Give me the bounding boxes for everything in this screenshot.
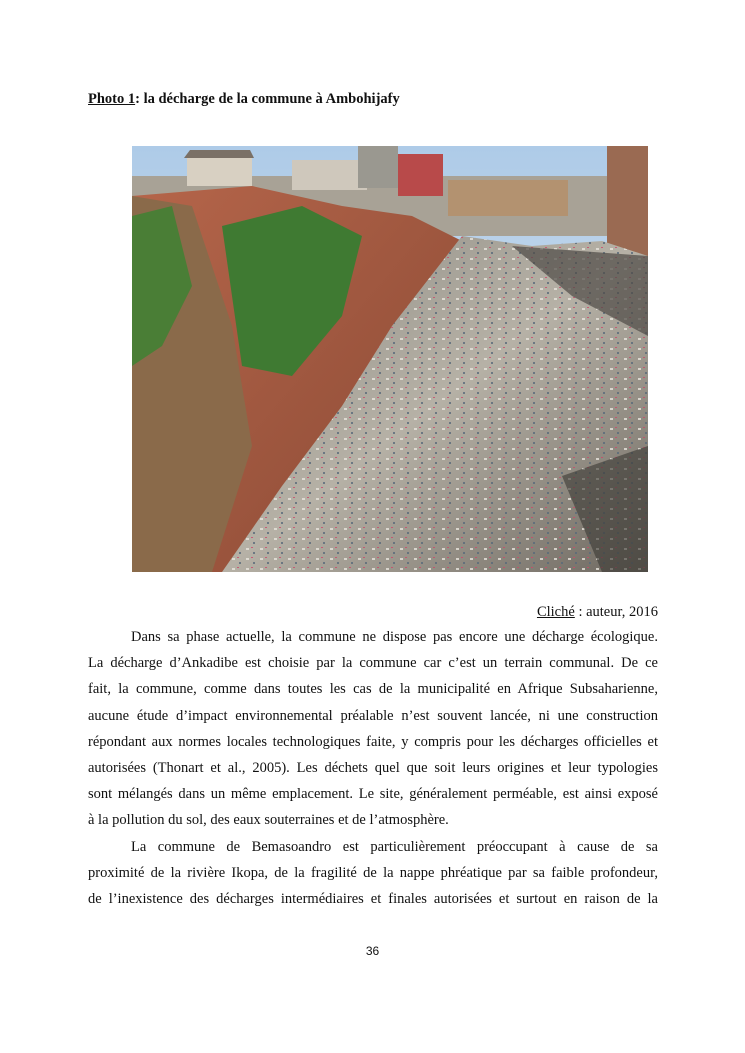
text-line: sont mélangés dans un même emplacement. Le site, généralement perméable, est ainsi exposé [88,786,658,803]
text-line: répondant aux normes locales technologiques faite, y compris pour les décharges officielles et [88,733,658,750]
text-line: de l’inexistence des décharges intermédiaires et finales autorisées et surtout en raison de la [88,890,658,907]
paragraph-1 [88,628,658,838]
photo-caption [88,91,400,108]
text-line: proximité de la rivière Ikopa, de la fragilité de la nappe phréatique par sa faible profondeur, [88,864,658,881]
page-number: 36 [365,944,380,958]
landfill-photo [132,146,648,572]
photo-caption-text: : la décharge de la commune à Ambohijafy [135,91,400,107]
text-line: à la pollution du sol, des eaux souterraines et de l’atmosphère. [88,812,449,829]
paragraph-2 [88,838,658,917]
text-line: La commune de Bemasoandro est particulièrement préoccupant à cause de sa [131,838,658,855]
text-line: fait, la commune, comme dans toutes les cas de la municipalité en Afrique Subsaharienne, [88,681,658,698]
text-line: aucune étude d’impact environnemental préalable n’est souvent lancée, ni une construction [88,707,658,724]
text-line: Dans sa phase actuelle, la commune ne dispose pas encore une décharge écologique. [131,629,658,645]
body-text [88,628,658,916]
credit-text: : auteur, 2016 [574,604,658,620]
text-line: La décharge d’Ankadibe est choisie par la commune car c’est un terrain communal. De ce [88,655,658,672]
credit-label: Cliché [536,604,575,620]
photo-credit [537,604,658,621]
photo-label: Photo 1 [88,91,136,107]
text-line: autorisées (Thonart et al., 2005). Les déchets quel que soit leurs origines et leur typologies [88,759,658,776]
